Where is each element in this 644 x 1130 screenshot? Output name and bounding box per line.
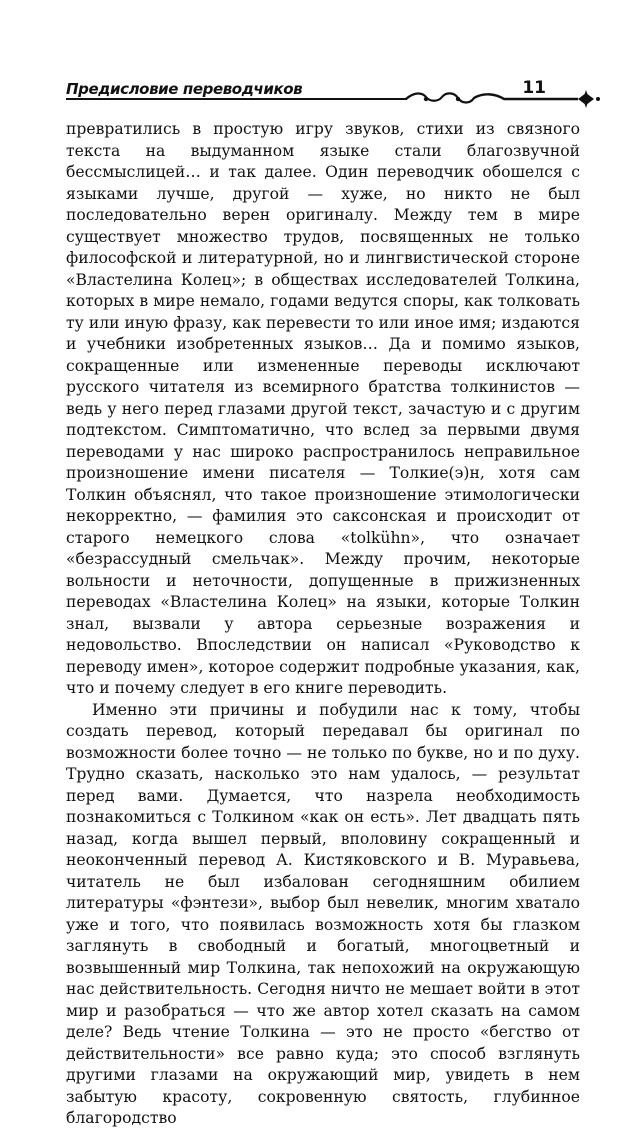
paragraph-1: превратились в простую игру звуков, стихи из связного текста на выдуманном языке стали благозвучной бессмыслицей… и так далее. Один переводчик обошелся с языками лучше, другой — хуже, но никто не был последовательно верен оригиналу. Между тем в мире существует множество трудов, посвященных не только философской и литературной, но и лингвистической стороне «Властелина Колец»; в обществах исследователей Толкина, которых в мире немало, годами ведутся споры, как толковать ту или иную фразу, как перевести то или иное имя; издаются и учебники изобретенных языков… Да и помимо языков, сокращенные или измененные переводы исключают русского читателя из всемирного братства толкинистов — ведь у него перед глазами другой текст, зачастую и с другим подтекстом. Симптоматично, что вслед за первыми двумя переводами у нас широко распространилось неправильное произношение имени писателя — Толкие(э)н, хотя сам Толкин объяснял, что такое произношение этимологически некорректно, — фамилия это саксонская и происходит от старого немецкого слова «tolkühn», что означает «безрассудный смельчак». Между прочим, некоторые вольности и неточности, допущенные в прижизненных переводах «Властелина Колец» на языки, которые Толкин знал, вызвали у автора серьезные возражения и недовольство. Впоследствии он написал «Руководство к переводу имен», которое содержит подробные указания, как, что и почему следует в его книге переводить. [66,120,580,697]
paragraph-2: Именно эти причины и побудили нас к тому, чтобы создать перевод, который передавал бы оригинал по возможности более точно — не только по букве, но и по духу. Трудно сказать, насколько это нам удалось, — результат перед вами. Думается, что назрела необходимость познакомиться с Толкином «как он есть». Лет двадцать пять назад, когда вышел первый, вполовину сокращенный и неоконченный перевод А. Кистяковского и В. Муравьева, читатель не был избалован сегодняшним обилием литературы «фэнтези», выбор был невелик, многим хватало уже и того, что появилась возможность хотя бы глазком заглянуть в свободный и богатый, многоцветный и возвышенный мир Толкина, так непохожий на окружающую нас действительность. Сегодня ничто не мешает войти в этот мир и разобраться — что же автор хотел сказать на самом деле? Ведь чтение Толкина — это не просто «бегство от действительности» все равно куда; это способ взглянуть другими глазами на окружающий мир, увидеть в нем забытую красоту, сокровенную святость, глубинное благородство [66,700,580,1127]
body-text [66,119,580,1130]
page-number: 11 [522,78,546,98]
header-rule [66,98,406,100]
running-header [66,74,586,110]
chapter-title: Предисловие переводчиков [66,80,303,98]
flourish-ornament-icon [404,88,604,110]
